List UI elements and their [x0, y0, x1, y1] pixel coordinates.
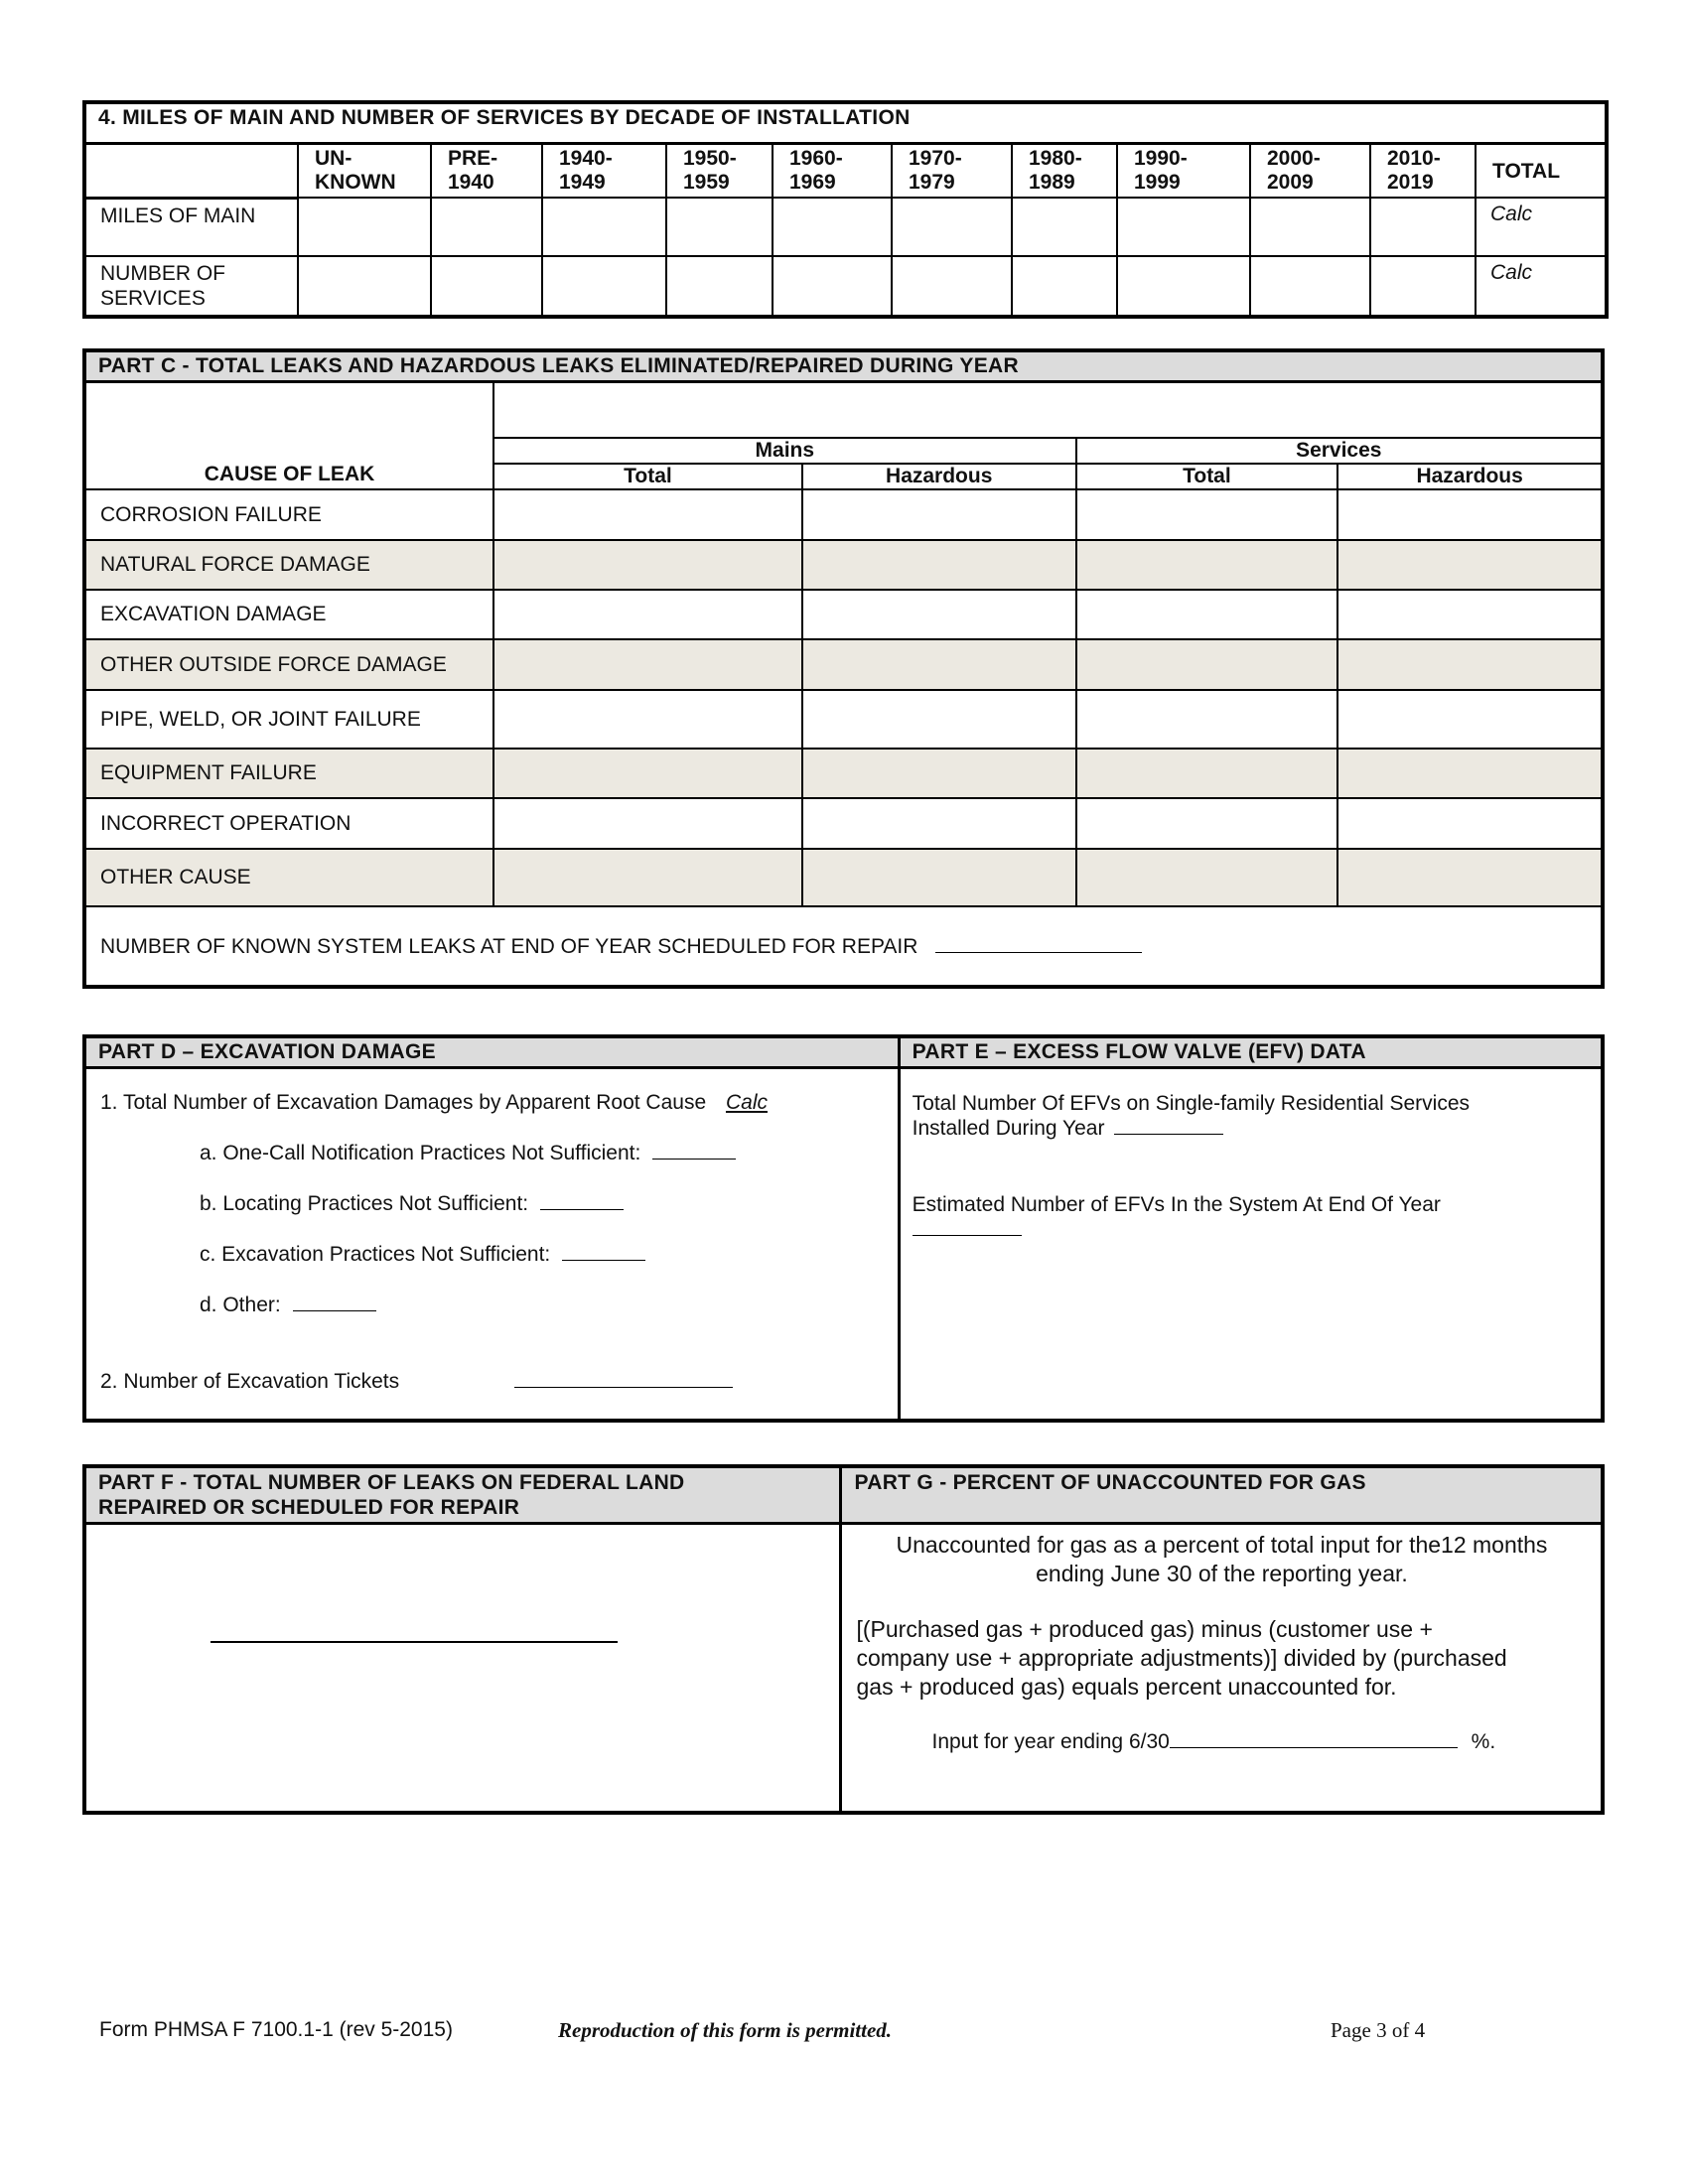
col-header-1990s: 1990- 1999: [1117, 144, 1250, 199]
leak-input-cell[interactable]: [1337, 749, 1603, 798]
leak-input-cell[interactable]: [802, 590, 1076, 639]
input-cell[interactable]: [542, 256, 666, 317]
part-g-para2: [(Purchased gas + produced gas) minus (customer use + company use + appropriate adjustments)] divided by (purchased gas + produced gas) equals percent unaccounted for.: [856, 1616, 1507, 1700]
input-cell[interactable]: [1250, 198, 1370, 256]
input-cell[interactable]: [773, 198, 892, 256]
known-leaks-label: NUMBER OF KNOWN SYSTEM LEAKS AT END OF YEAR SCHEDULED FOR REPAIR: [100, 934, 918, 958]
leak-input-cell[interactable]: [802, 639, 1076, 690]
input-cell[interactable]: [1250, 256, 1370, 317]
item-d-blank[interactable]: [293, 1293, 376, 1311]
part-c-title: PART C - TOTAL LEAKS AND HAZARDOUS LEAKS ELIMINATED/REPAIRED DURING YEAR: [84, 350, 1603, 382]
cause-label: OTHER OUTSIDE FORCE DAMAGE: [84, 639, 493, 690]
leak-input-cell[interactable]: [1337, 849, 1603, 906]
col-header-2010s: 2010- 2019: [1370, 144, 1476, 199]
input-cell[interactable]: [1012, 198, 1117, 256]
leak-input-cell[interactable]: [493, 849, 802, 906]
excavation-tickets-blank[interactable]: [514, 1369, 733, 1388]
part-e-estimated: Estimated Number of EFVs In the System At End Of Year: [913, 1192, 1441, 1242]
col-header-1960s: 1960- 1969: [773, 144, 892, 199]
leak-input-cell[interactable]: [802, 798, 1076, 849]
form-number: Form PHMSA F 7100.1-1 (rev 5-2015): [99, 2018, 453, 2041]
blank-header-area: [493, 382, 1603, 439]
cause-of-leak-header: CAUSE OF LEAK: [84, 382, 493, 490]
row-label-miles-of-main: MILES OF MAIN: [84, 198, 298, 256]
leak-input-cell[interactable]: [1076, 489, 1338, 540]
mains-hazardous-header: Hazardous: [802, 464, 1076, 489]
cause-label: NATURAL FORCE DAMAGE: [84, 540, 493, 590]
leak-input-cell[interactable]: [802, 690, 1076, 749]
part-c-leaks-table: [82, 348, 1605, 989]
leak-input-cell[interactable]: [493, 590, 802, 639]
part-g-input-line: Input for year ending 6/30 %.: [931, 1730, 1496, 1753]
mains-total-header: Total: [493, 464, 802, 489]
input-cell[interactable]: [892, 198, 1012, 256]
col-header-pre1940: PRE- 1940: [431, 144, 542, 199]
cause-label: OTHER CAUSE: [84, 849, 493, 906]
input-cell[interactable]: [1370, 256, 1476, 317]
input-cell[interactable]: [1012, 256, 1117, 317]
leak-input-cell[interactable]: [1076, 639, 1338, 690]
part-e-body: [899, 1068, 1603, 1422]
input-cell[interactable]: [666, 256, 773, 317]
total-calc-miles: Calc: [1476, 198, 1607, 256]
total-calc-services: Calc: [1476, 256, 1607, 317]
input-cell[interactable]: [892, 256, 1012, 317]
leak-input-cell[interactable]: [1337, 489, 1603, 540]
part-g-para1: Unaccounted for gas as a percent of total input for the12 months ending June 30 of the reporting year.: [896, 1532, 1548, 1586]
cause-label: CORROSION FAILURE: [84, 489, 493, 540]
leak-input-cell[interactable]: [802, 540, 1076, 590]
part-d-item2: 2. Number of Excavation Tickets: [100, 1369, 733, 1394]
part-d-body: [84, 1068, 899, 1422]
services-group-header: Services: [1076, 438, 1603, 464]
input-cell[interactable]: [298, 198, 431, 256]
leak-input-cell[interactable]: [493, 540, 802, 590]
input-cell[interactable]: [1370, 198, 1476, 256]
col-header-1950s: 1950- 1959: [666, 144, 773, 199]
efv-estimated-blank[interactable]: [913, 1217, 1022, 1236]
leak-input-cell[interactable]: [1076, 590, 1338, 639]
part-g-body: [841, 1524, 1603, 1814]
leak-input-cell[interactable]: [1337, 798, 1603, 849]
section4-title: 4. MILES OF MAIN AND NUMBER OF SERVICES BY DECADE OF INSTALLATION: [84, 102, 1607, 144]
part-d-item-b: b. Locating Practices Not Sufficient:: [200, 1191, 624, 1216]
leak-input-cell[interactable]: [1076, 798, 1338, 849]
known-leaks-blank[interactable]: [935, 934, 1142, 953]
input-cell[interactable]: [1117, 198, 1250, 256]
part-e-title: PART E – EXCESS FLOW VALVE (EFV) DATA: [899, 1036, 1603, 1068]
col-header-total: TOTAL: [1476, 144, 1607, 199]
part-f-body: [84, 1524, 841, 1814]
leak-input-cell[interactable]: [802, 489, 1076, 540]
part-d-title: PART D – EXCAVATION DAMAGE: [84, 1036, 899, 1068]
part-d-item-d: d. Other:: [200, 1293, 376, 1317]
cause-label: PIPE, WELD, OR JOINT FAILURE: [84, 690, 493, 749]
page-number: Page 3 of 4: [1331, 2018, 1426, 2042]
leak-input-cell[interactable]: [1337, 639, 1603, 690]
input-cell[interactable]: [298, 256, 431, 317]
input-cell[interactable]: [431, 198, 542, 256]
row-label-number-of-services: NUMBER OF SERVICES: [84, 256, 298, 317]
mains-group-header: Mains: [493, 438, 1076, 464]
cause-label: EQUIPMENT FAILURE: [84, 749, 493, 798]
leak-input-cell[interactable]: [1337, 690, 1603, 749]
input-cell[interactable]: [1117, 256, 1250, 317]
leak-input-cell[interactable]: [493, 690, 802, 749]
part-d-item-a: a. One-Call Notification Practices Not Sufficient:: [200, 1141, 736, 1165]
col-header-1940s: 1940- 1949: [542, 144, 666, 199]
cause-label: INCORRECT OPERATION: [84, 798, 493, 849]
part-e-installed: Total Number Of EFVs on Single-family Residential Services Installed During Year: [912, 1092, 1471, 1140]
services-total-header: Total: [1076, 464, 1338, 489]
leak-input-cell[interactable]: [1076, 749, 1338, 798]
leak-input-cell[interactable]: [1076, 690, 1338, 749]
col-header-unknown: UN- KNOWN: [298, 144, 431, 199]
cause-label: EXCAVATION DAMAGE: [84, 590, 493, 639]
leak-input-cell[interactable]: [802, 749, 1076, 798]
known-leaks-row: [84, 906, 1603, 987]
item-c-blank[interactable]: [562, 1242, 645, 1261]
leak-input-cell[interactable]: [1076, 540, 1338, 590]
part-f-title: PART F - TOTAL NUMBER OF LEAKS ON FEDERAL LAND REPAIRED OR SCHEDULED FOR REPAIR: [84, 1466, 841, 1524]
input-cell[interactable]: [666, 198, 773, 256]
col-header-1980s: 1980- 1989: [1012, 144, 1117, 199]
leak-input-cell[interactable]: [493, 749, 802, 798]
item-b-blank[interactable]: [540, 1191, 624, 1210]
leak-input-cell[interactable]: [493, 798, 802, 849]
input-cell[interactable]: [773, 256, 892, 317]
input-cell[interactable]: [542, 198, 666, 256]
input-cell[interactable]: [431, 256, 542, 317]
leak-input-cell[interactable]: [493, 639, 802, 690]
item-a-blank[interactable]: [652, 1141, 736, 1160]
leak-input-cell[interactable]: [493, 489, 802, 540]
col-header-1970s: 1970- 1979: [892, 144, 1012, 199]
services-hazardous-header: Hazardous: [1337, 464, 1603, 489]
part-g-title: PART G - PERCENT OF UNACCOUNTED FOR GAS: [841, 1466, 1603, 1524]
reproduction-notice: Reproduction of this form is permitted.: [558, 2018, 893, 2042]
leak-input-cell[interactable]: [802, 849, 1076, 906]
part-d-e-table: [82, 1034, 1605, 1423]
part-d-item-c: c. Excavation Practices Not Sufficient:: [200, 1242, 645, 1267]
part-f-g-table: [82, 1464, 1605, 1815]
empty-header-cell: [84, 144, 298, 199]
leak-input-cell[interactable]: [1076, 849, 1338, 906]
part-d-item1: 1. Total Number of Excavation Damages by Apparent Root Cause Calc: [100, 1091, 797, 1115]
efv-installed-blank[interactable]: [1114, 1116, 1223, 1135]
federal-land-leaks-blank[interactable]: [211, 1641, 618, 1643]
miles-services-table: [82, 100, 1609, 319]
col-header-2000s: 2000- 2009: [1250, 144, 1370, 199]
leak-input-cell[interactable]: [1337, 540, 1603, 590]
leak-input-cell[interactable]: [1337, 590, 1603, 639]
item1-calc-value: Calc: [725, 1091, 768, 1114]
input-year-blank[interactable]: [1170, 1729, 1458, 1748]
